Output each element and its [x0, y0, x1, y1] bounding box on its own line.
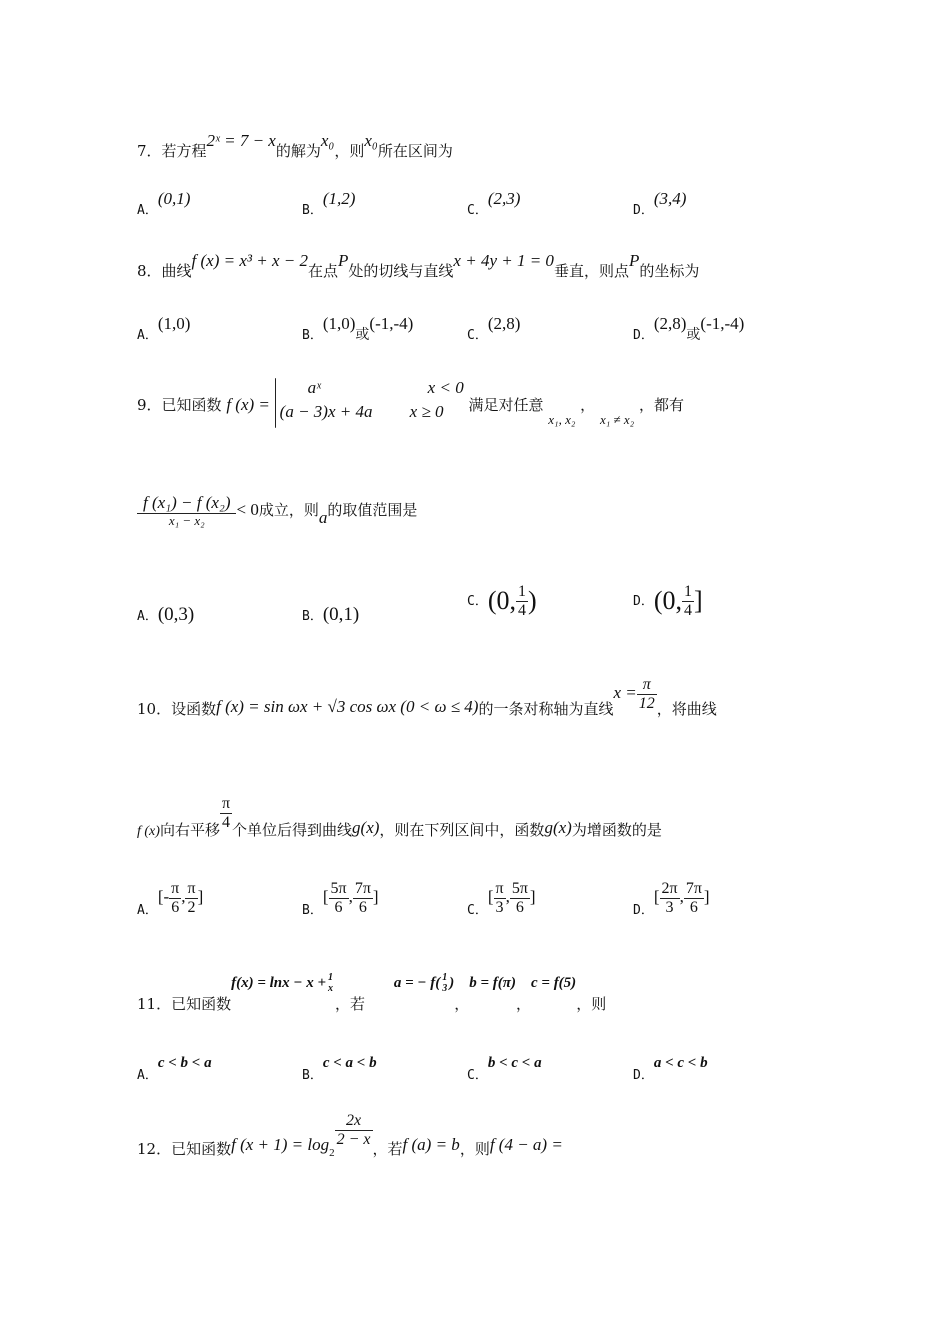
- question-9: 9．已知函数 f (x) = aˣ x < 0 (a − 3)x + 4a x ≥ 0 满足对任意 x₁, x₂ ， x₁ ≠ x₂ ，都有: [137, 378, 684, 427]
- q11-option-c[interactable]: C．b < c < a: [467, 1055, 542, 1083]
- q9-option-d[interactable]: D．(0, $\frac{1}{4}$ ]: [633, 583, 703, 619]
- q10-option-d[interactable]: D．[ $\frac{2\pi}{3}$ , $\frac{7\pi}{6}$ ]: [633, 880, 710, 919]
- q7-option-b[interactable]: B．(1,2): [302, 189, 356, 218]
- q7-option-a[interactable]: A．(0,1): [137, 189, 191, 218]
- q8-option-b[interactable]: B．(1,0)或(-1,-4): [302, 314, 414, 343]
- q10-function: f (x) = sin ωx + √3 cos ωx (0 < ω ≤ 4): [216, 697, 479, 717]
- q10-option-a[interactable]: A．[- $\frac{\pi}{6}$ , $\frac{\pi}{2}$ ]: [137, 880, 204, 919]
- question-10: 10．设函数f (x) = sin ωx + √3 cos ωx (0 < ω ≤ 4)的一条对称轴为直线x = $\frac{\pi}{12}$ ，将曲线: [137, 676, 717, 719]
- q11-option-b[interactable]: B．c < a < b: [302, 1055, 377, 1083]
- q9-piecewise: aˣ x < 0 (a − 3)x + 4a x ≥ 0: [275, 378, 464, 428]
- q11-option-a[interactable]: A．c < b < a: [137, 1055, 212, 1083]
- q11-option-d[interactable]: D．a < c < b: [633, 1055, 708, 1083]
- q7-option-c[interactable]: C．(2,3): [467, 189, 521, 218]
- q8-option-a[interactable]: A．(1,0): [137, 314, 191, 343]
- q8-option-c[interactable]: C．(2,8): [467, 314, 521, 343]
- q9-brace: [275, 378, 276, 428]
- q7-option-d[interactable]: D．(3,4): [633, 189, 687, 218]
- question-11: 11．已知函数f(x) = lnx − x + 1 x ，若 a = − f( 1 3 )，b = f(π)，c = f(5)，则: [137, 972, 607, 1013]
- q10-option-b[interactable]: B．[ $\frac{5\pi}{6}$ , $\frac{7\pi}{6}$ ]: [302, 880, 379, 919]
- question-10-line2: f (x)向右平移 $\frac{\pi}{4}$ 个单位后得到曲线g(x)，则在下列区间中，函数g(x)为增函数的是: [137, 795, 662, 840]
- q9-option-c[interactable]: C．(0, $\frac{1}{4}$ ): [467, 583, 537, 619]
- q8-curve: f (x) = x³ + x − 2: [191, 251, 308, 270]
- q9-option-a[interactable]: A．(0,3): [137, 604, 195, 625]
- q12-function: f (x + 1) = log: [231, 1135, 330, 1155]
- q8-option-d[interactable]: D．(2,8)或(-1,-4): [633, 314, 745, 343]
- q7-mid: 的解为: [275, 142, 321, 160]
- question-7: [137, 131, 453, 160]
- q7-prefix: 7．若方程: [137, 142, 207, 160]
- q7-x0-b: x₀: [364, 131, 378, 150]
- q10-option-c[interactable]: C．[ $\frac{\pi}{3}$ , $\frac{5\pi}{6}$ ]: [467, 880, 536, 919]
- question-8: 8．曲线f (x) = x³ + x − 2在点P处的切线与直线x + 4y + 1 = 0垂直，则点P的坐标为: [137, 251, 700, 280]
- q7-equation: 2ˣ = 7 − x: [206, 131, 276, 150]
- q9-option-b[interactable]: B．(0,1): [302, 604, 360, 625]
- q7-mid2: ，则: [334, 142, 365, 160]
- q11-function: f(x) = lnx − x +: [231, 975, 327, 991]
- q9-fraction: $\frac{\text{f (x₁) − f (x₂)}}{\text{x₁ − x₂}}$: [137, 494, 236, 528]
- question-9-condition: $\frac{\text{f (x₁) − f (x₂)}}{\text{x₁ − x₂}}$ < 0成立，则a的取值范围是: [137, 494, 417, 528]
- question-12: 12．已知函数f $(x + 1) = \log_2$ $\frac{2x}{2 - x}$ ，若f (a) = b，则f (4 − a) =: [137, 1112, 563, 1160]
- q7-x0: x₀: [320, 131, 335, 150]
- q7-suffix: 所在区间为: [377, 142, 453, 160]
- q8-line: x + 4y + 1 = 0: [453, 251, 554, 270]
